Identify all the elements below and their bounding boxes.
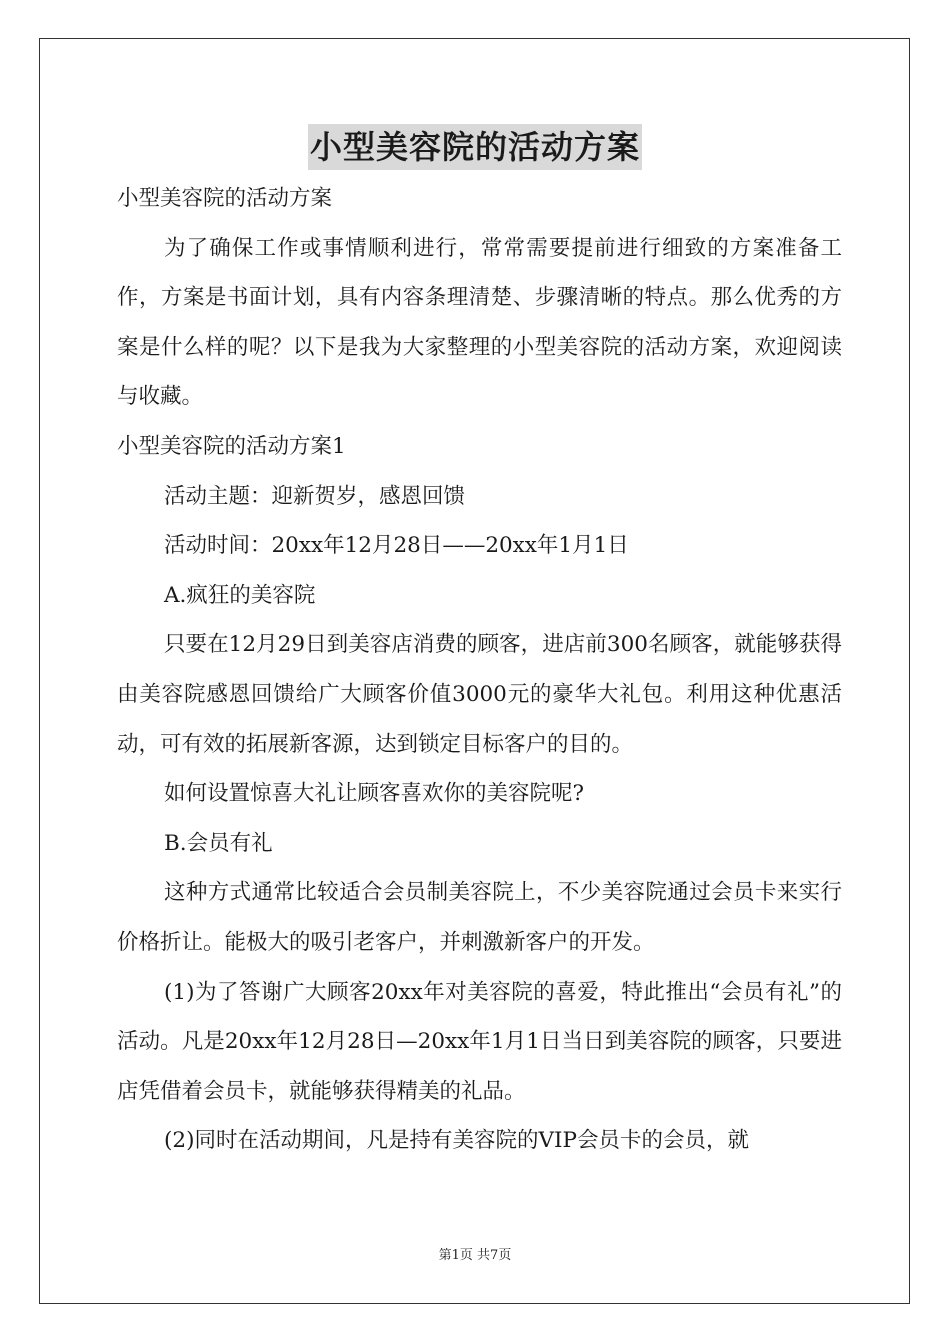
paragraph: 为了确保工作或事情顺利进行，常常需要提前进行细致的方案准备工作，方案是书面计划，具有内容条理清楚、步骤清晰的特点。那么优秀的方案是什么样的呢？以下是我为大家整理的小型美容院的活动方案，欢迎阅读与收藏。 xyxy=(117,235,842,410)
title-container xyxy=(0,124,950,170)
subsection-heading: A.疯狂的美容院 xyxy=(164,582,316,608)
paragraph: (2)同时在活动期间，凡是持有美容院的VIP会员卡的会员，就 xyxy=(164,1128,749,1154)
paragraph: 只要在12月29日到美容店消费的顾客，进店前300名顾客，就能够获得由美容院感恩回馈给广大顾客价值3000元的豪华大礼包。利用这种优惠活动，可有效的拓展新客源，达到锁定目标客户的目的。 xyxy=(117,632,842,757)
subsection-heading: B.会员有礼 xyxy=(164,830,273,856)
paragraph: 活动主题：迎新贺岁，感恩回馈 xyxy=(164,483,466,509)
paragraph: 小型美容院的活动方案 xyxy=(117,186,333,211)
document-body xyxy=(117,174,842,1166)
paragraph: 如何设置惊喜大礼让顾客喜欢你的美容院呢? xyxy=(164,781,585,807)
page-footer xyxy=(0,1246,950,1266)
paragraph: (1)为了答谢广大顾客20xx年对美容院的喜爱，特此推出“会员有礼”的活动。凡是20xx年12月28日—20xx年1月1日当日到美容院的顾客，只要进店凭借着会员卡，就能够获得精美的礼品。 xyxy=(117,979,842,1104)
paragraph: 这种方式通常比较适合会员制美容院上，不少美容院通过会员卡来实行价格折让。能极大的吸引老客户，并刺激新客户的开发。 xyxy=(117,880,842,955)
page-number: 第1页 共7页 xyxy=(438,1248,512,1263)
paragraph: 活动时间：20xx年12月28日——20xx年1月1日 xyxy=(164,533,629,559)
section-heading: 小型美容院的活动方案1 xyxy=(117,433,346,459)
document-title: 小型美容院的活动方案 xyxy=(308,124,642,170)
